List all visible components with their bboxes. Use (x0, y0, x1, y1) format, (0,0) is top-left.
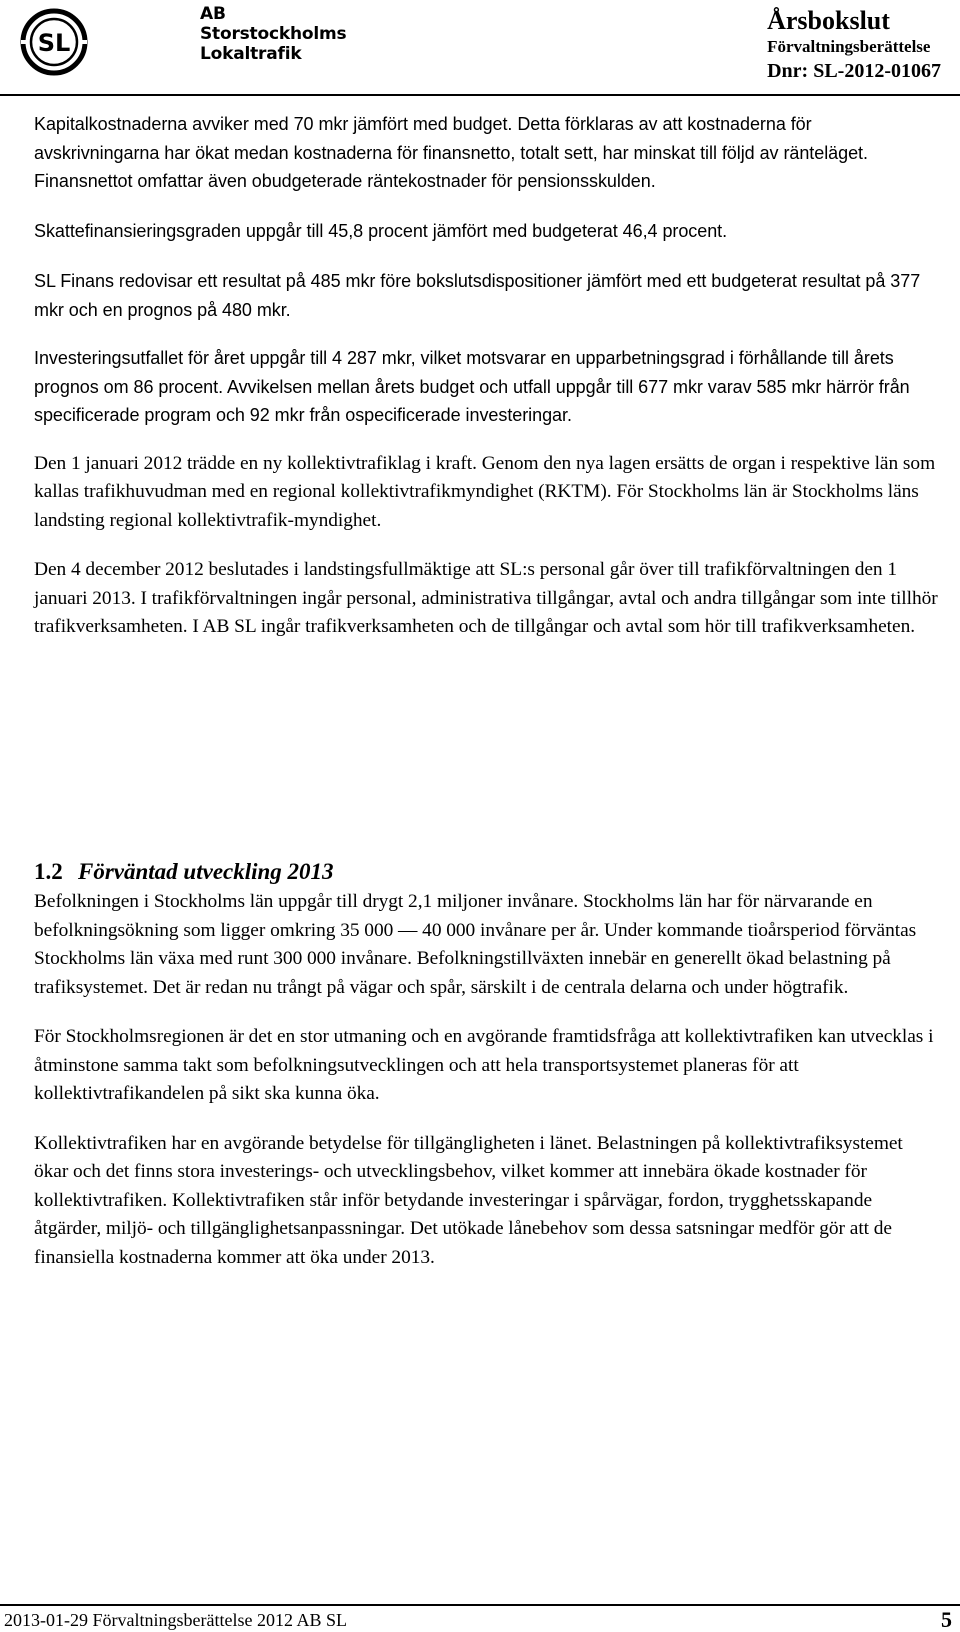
paragraph-sl-finans: SL Finans redovisar ett resultat på 485 mkr före bokslutsdispositioner jämfört med ett budgeterat resultat på 377 mkr och en prognos på 480 mkr. (34, 271, 921, 320)
company-line-3: Lokaltrafik (200, 44, 302, 64)
page-footer (0, 1604, 960, 1632)
paragraph-region-challenge: För Stockholmsregionen är det en stor utmaning och en avgörande framtidsfråga att kollektivtrafiken kan utvecklas i åtminstone samma takt som befolkningsutvecklingen och att hela transportsystemet planeras för att kollektivtrafikandelen på sikt ska kunna öka. (34, 1026, 934, 1104)
paragraph-population: Befolkningen i Stockholms län uppgår till drygt 2,1 miljoner invånare. Stockholms län har för närvarande en befolkningsökning som ligger omkring 35 000 — 40 000 invånare per år. Under kommande tioårsperiod förväntas Stockholms län växa med runt 300 000 invånare. Befolkningstillväxten innebär en generellt ökad belastning på trafiksystemet. Det är redan nu trångt på vägar och spår, särskilt i de centrala delarna och under högtrafik. (34, 891, 917, 998)
paragraph-investments: Investeringsutfallet för året uppgår till 4 287 mkr, vilket motsvarar en upparbetningsgrad i förhållande till årets prognos om 86 procent. Avvikelsen mellan årets budget och utfall uppgår till 677 mkr varav 585 mkr härrör från specificerade program och 92 mkr från ospecificerade investeringar. (34, 348, 910, 425)
document-title: Årsbokslut (767, 6, 890, 35)
section-body-text (34, 888, 940, 1272)
svg-text:SL: SL (37, 29, 71, 57)
company-name (200, 4, 346, 64)
body-text (34, 110, 940, 642)
paragraph-transport-law: Den 1 januari 2012 trädde en ny kollektivtrafiklag i kraft. Genom den nya lagen ersätts de organ i respektive län som kallas trafikhuvudman med en regional kollektivtrafikmyndighet (RKTM). För Stockholms län är Stockholms läns landsting regional kollektivtrafik-myndighet. (34, 452, 936, 531)
paragraph-public-transport: Kollektivtrafiken har en avgörande betydelse för tillgängligheten i länet. Belastningen på kollektivtrafiksystemet ökar och det finns stora investerings- och utvecklingsbehov, vilket kommer att innebära ökade kostnader för kollektivtrafiken. Kollektivtrafiken står inför betydande investeringar i spårvägar, fordon, trygghetsskapande åtgärder, miljö- och tillgänglighetsanpassningar. Det utökade lånebehov som dessa satsningar medför gör att de finansiella kostnaderna kommer att öka under 2013. (34, 1132, 903, 1268)
header-divider (0, 94, 960, 96)
company-line-2: Storstockholms (200, 24, 347, 44)
page-header (0, 0, 960, 96)
page-number: 5 (941, 1607, 952, 1632)
section-number: 1.2 (34, 859, 63, 884)
document-number: Dnr: SL-2012-01067 (767, 60, 941, 82)
header-title-block (767, 6, 941, 84)
paragraph-traffic-administration: Den 4 december 2012 beslutades i landstingsfullmäktige att SL:s personal går över till trafikförvaltningen den 1 januari 2013. I trafikförvaltningen ingår personal, administrativa tillgångar, avtal och andra tillgångar som inte tillhör trafikverksamheten. I AB SL ingår trafikverksamheten och de tillgångar och avtal som hör till trafikverksamheten. (34, 559, 938, 637)
section-title: Förväntad utveckling 2013 (78, 859, 334, 884)
section-heading (34, 858, 334, 886)
footer-text: 2013-01-29 Förvaltningsberättelse 2012 AB SL (4, 1610, 347, 1630)
paragraph-tax-financing: Skattefinansieringsgraden uppgår till 45,8 procent jämfört med budgeterat 46,4 procent. (34, 220, 728, 241)
company-line-1: AB (200, 4, 226, 24)
sl-logo (20, 8, 88, 76)
footer-divider (0, 1604, 960, 1606)
paragraph-capital-costs: Kapitalkostnaderna avviker med 70 mkr jämfört med budget. Detta förklaras av att kostnaderna för avskrivningarna har ökat medan kostnaderna för finansnetto, totalt sett, har minskat till följd av ränteläget. Finansnettot omfattar även obudgeterade räntekostnader för pensionsskulden. (34, 114, 868, 191)
document-subtitle: Förvaltningsberättelse (767, 37, 931, 56)
